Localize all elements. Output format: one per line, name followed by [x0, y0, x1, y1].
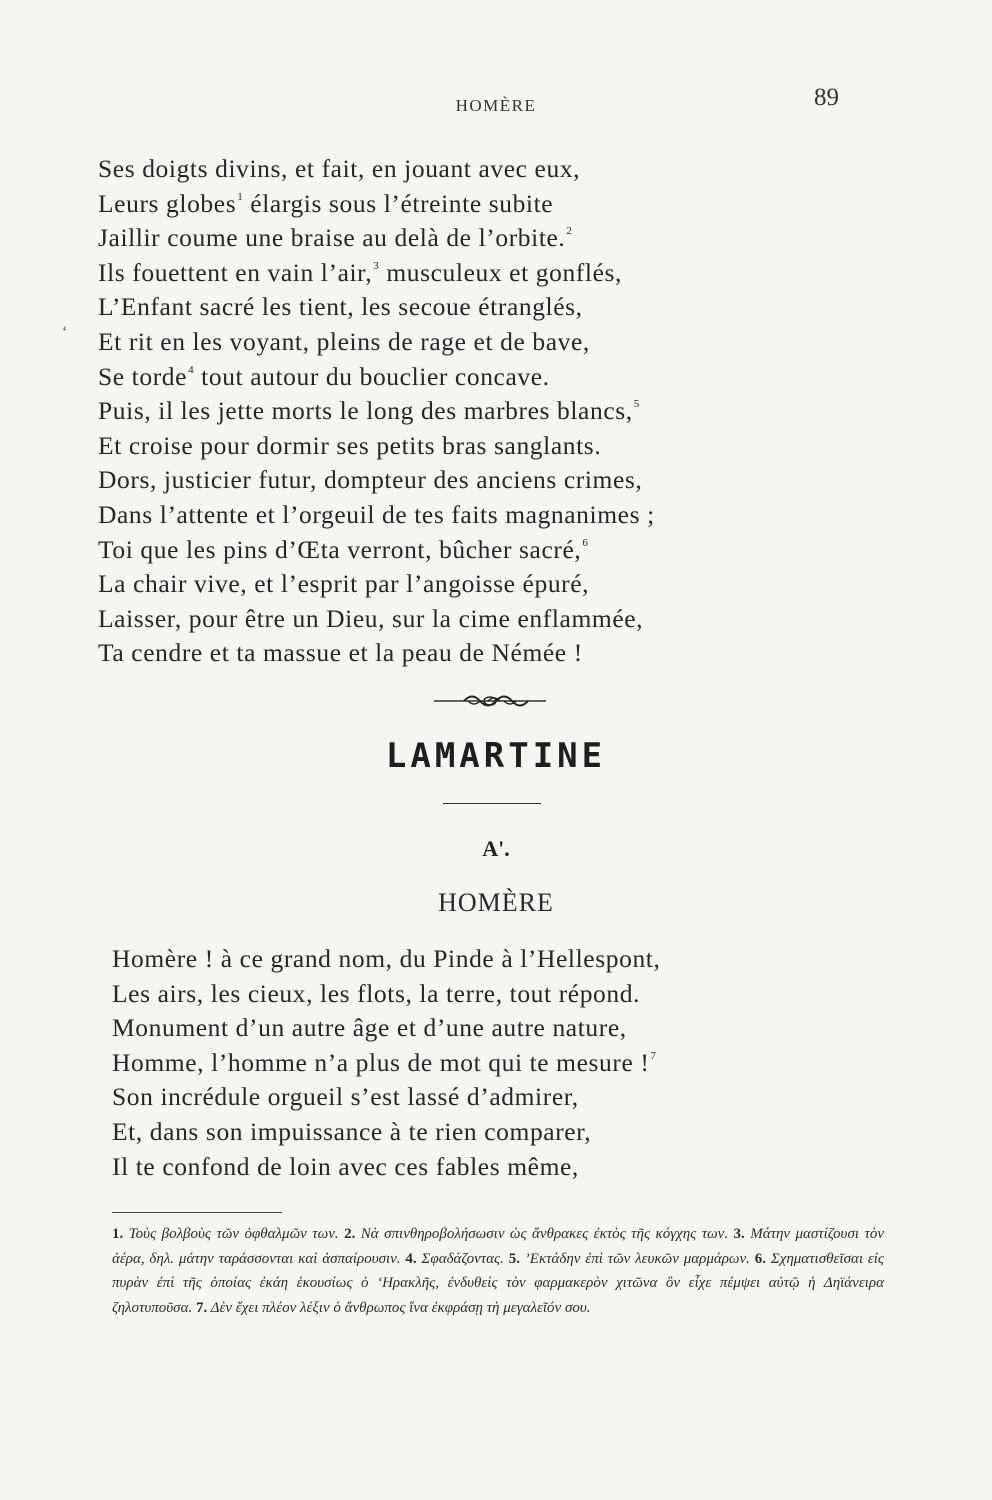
footnote-number: 5. [508, 1250, 520, 1267]
verse-line [112, 1011, 660, 1046]
verse-text: Et rit en les voyant, pleins de rage et de bave, [98, 326, 590, 356]
verse-text: Ta cendre et ta massue et la peau de Némée ! [98, 638, 583, 668]
verse-text: L’Enfant sacré les tient, les secoue étranglés, [98, 292, 583, 322]
footnote-text: Νὰ σπινθηροβολήσωσιν ὡς ἄνθρακες ἐκτὸς τῆς κόγχης των. [355, 1226, 734, 1242]
verse-line [112, 1046, 660, 1081]
footnote-marker: 3 [373, 259, 380, 272]
stanza-homere [112, 942, 660, 1184]
verse-line [98, 636, 655, 671]
footnote-number: 3. [733, 1226, 745, 1242]
verse-line [98, 360, 655, 395]
title-rule [443, 803, 541, 804]
verse-line [112, 1150, 660, 1185]
verse-text: Homère ! à ce grand nom, du Pinde à l’Hellespont, [112, 944, 661, 973]
verse-text: Son incrédule orgueil s’est lassé d’admirer, [112, 1082, 579, 1112]
footnote-number: 1. [112, 1226, 124, 1242]
footnote-marker: 4 [188, 363, 195, 376]
footnote-marker: 7 [650, 1049, 657, 1062]
footnote-marker: 5 [633, 398, 640, 411]
verse-text: Jaillir coume une braise au delà de l’orbite. [98, 223, 566, 253]
footnote-text: Μάτην μαστίζουσι τὸν ἀέρα, δηλ. μάτην ταράσσονται καὶ ἀσπαίρουσιν. [112, 1226, 884, 1267]
verse-line [98, 221, 655, 256]
poem-title: HOMÈRE [438, 888, 554, 917]
verse-text-continued: élargis sous l’étreinte subite [243, 188, 554, 218]
verse-line [98, 394, 655, 429]
footnote-number: 4. [405, 1250, 417, 1267]
verse-line [98, 256, 655, 291]
footnote-item [509, 1251, 755, 1267]
verse-text: Dans l’attente et l’orgeuil de tes faits magnanimes ; [98, 499, 655, 529]
verse-text: Laisser, pour être un Dieu, sur la cime enflammée, [98, 603, 644, 633]
page-number: 89 [814, 84, 839, 111]
verse-line [112, 977, 660, 1012]
verse-text: Et croise pour dormir ses petits bras sanglants. [98, 430, 602, 460]
footnote-item [196, 1300, 591, 1316]
verse-text-continued: musculeux et gonflés, [379, 257, 622, 287]
footnote-marker: 6 [582, 536, 589, 549]
verse-text: Toi que les pins d’Œta verront, bûcher sacré, [98, 534, 582, 564]
verse-text: Puis, il les jette morts le long des marbres blancs, [98, 396, 633, 426]
verse-text: Ses doigts divins, et fait, en jouant avec eux, [98, 154, 581, 183]
verse-text-continued: tout autour du bouclier concave. [194, 361, 550, 391]
footnote-number: 7. [195, 1299, 208, 1316]
verse-line [98, 290, 655, 325]
verse-text: Il te confond de loin avec ces fables même, [112, 1151, 579, 1181]
verse-line [98, 187, 655, 222]
author-title: LAMARTINE [385, 736, 607, 776]
footnotes [112, 1222, 884, 1320]
verse-line [98, 533, 655, 568]
margin-mark: ‘ [62, 324, 68, 341]
footnote-number: 2. [344, 1226, 356, 1242]
footnote-text: ’Εκτάδην ἐπὶ τῶν λευκῶν μαρμάρων. [519, 1250, 755, 1267]
stanza-heracles [98, 152, 655, 671]
footnote-text: Σχηματισθεῖσαι εἰς πυρὰν ἐπὶ τῆς ὁποίας ἐκάη ἑκουσίως ὁ ‘Ηρακλῆς, ἐνδυθεὶς τὸν φαρμακερὸν χιτῶνα ὃν εἶχε πέμψει αὐτῷ ἡ Δηϊάνειρα ζηλοτυποῦσα. [112, 1250, 884, 1316]
verse-line [98, 325, 655, 360]
verse-line [112, 942, 660, 977]
verse-text: La chair vive, et l’esprit par l’angoisse épuré, [98, 569, 590, 599]
verse-line [112, 1115, 660, 1150]
footnote-text: Δὲν ἔχει πλέον λέξιν ὁ ἄνθρωπος ἵνα ἐκφράσῃ τὴ μεγαλεῖόν σου. [207, 1299, 591, 1316]
footnote-item [344, 1226, 733, 1242]
verse-text: Dors, justicier futur, dompteur des anciens crimes, [98, 465, 643, 495]
footnote-text: Σφαδάζοντας. [416, 1250, 509, 1267]
section-number: Α'. [482, 836, 510, 861]
footnote-text: Τοὺς βολβοὺς τῶν ὀφθαλμῶν των. [123, 1226, 345, 1242]
verse-line [98, 463, 655, 498]
footnote-item [405, 1251, 508, 1267]
verse-line [112, 1080, 660, 1115]
verse-text: Se torde [98, 361, 188, 391]
verse-text: Et, dans son impuissance à te rien comparer, [112, 1116, 592, 1146]
verse-line [98, 567, 655, 602]
verse-text: Homme, l’homme n’a plus de mot qui te mesure ! [112, 1047, 650, 1077]
ornament-divider [434, 690, 546, 712]
footnote-item [112, 1226, 344, 1242]
verse-text: Les airs, les cieux, les flots, la terre, tout répond. [112, 978, 641, 1008]
footnote-number: 6. [754, 1250, 766, 1267]
verse-text: Leurs globes [98, 188, 237, 218]
verse-line [98, 429, 655, 464]
running-head: HOMÈRE [455, 96, 537, 115]
verse-text: Ils fouettent en vain l’air, [98, 257, 373, 287]
verse-text: Monument d’un autre âge et d’une autre nature, [112, 1013, 627, 1043]
verse-line [98, 152, 655, 187]
footnote-rule [112, 1212, 282, 1213]
footnote-marker: 2 [566, 225, 573, 238]
verse-line [98, 602, 655, 637]
footnote-marker: 1 [237, 190, 244, 203]
verse-line [98, 498, 655, 533]
